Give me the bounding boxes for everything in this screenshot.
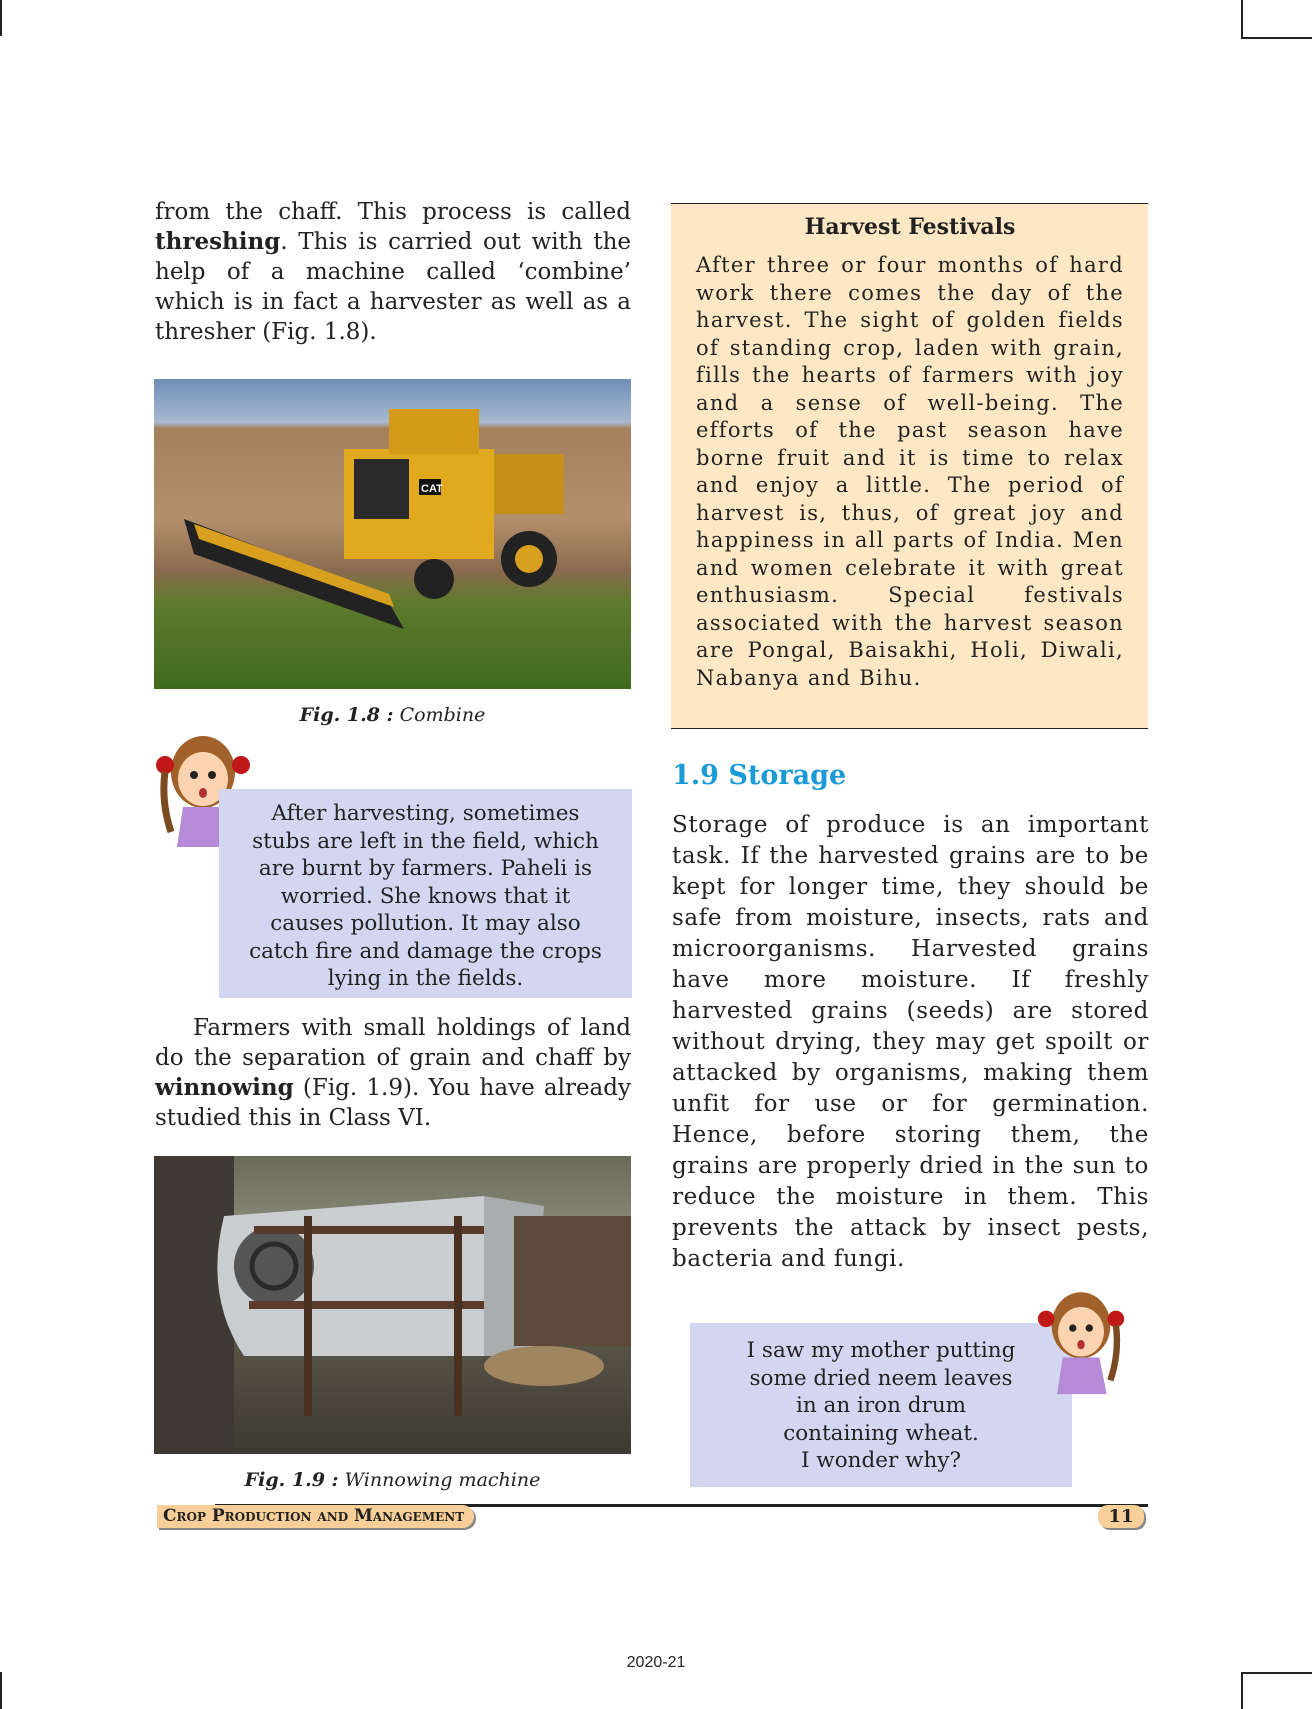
page-number: 11 xyxy=(1108,1506,1134,1527)
footer-page-tab xyxy=(1098,1505,1144,1528)
crop-mark-top-right-h xyxy=(1241,37,1312,39)
storage-paragraph: Storage of produce is an important task. If the harvested grains are to be kept for longer time, they should be safe from moisture, insects, rats and microorganisms. Harvested grains have more moisture. If freshly harvested grains (seeds) are stored without drying, they may get spoilt or attacked by organisms, making them unfit for use or for germination. Hence, before storing them, the grains are properly dried in the sun to reduce the moisture in them. This prevents the attack by insect pests, bacteria and fungi. xyxy=(672,812,1149,1272)
figure-1-8-caption xyxy=(154,704,631,726)
combine-harvester-photo xyxy=(154,379,631,689)
footer-chapter-tab xyxy=(157,1505,474,1528)
paheli-question-box xyxy=(690,1323,1072,1487)
harvest-festivals-box xyxy=(671,203,1148,729)
intro-text: from the chaff. This process is called xyxy=(155,199,631,225)
term-threshing: threshing xyxy=(155,228,281,255)
combine-icon xyxy=(154,379,631,689)
figure-label: Fig. 1.9 : xyxy=(244,1469,339,1491)
crop-mark-bottom-right-v xyxy=(1241,1672,1243,1709)
winnowing-machine-photo xyxy=(154,1156,631,1454)
crop-mark-top-right-v xyxy=(1241,0,1243,38)
figure-label: Fig. 1.8 : xyxy=(299,704,394,726)
paheli-character-icon xyxy=(1033,1284,1129,1396)
figure-title: Combine xyxy=(399,704,486,726)
footer-chapter-title: Crop Production and Management xyxy=(163,1506,465,1526)
figure-1-9-caption xyxy=(154,1469,631,1491)
question-line: in an iron drum xyxy=(795,1393,967,1418)
cat-logo: CAT xyxy=(421,483,443,495)
question-line: I wonder why? xyxy=(800,1448,962,1473)
winnowing-text-cont: (Fig. 1.9). You have already studied this in Class VI. xyxy=(155,1075,631,1131)
harvest-festivals-text: After three or four months of hard work there comes the day of the harvest. The sight of golden fields of standing crop, laden with grain, fills the hearts of farmers with joy and a sense of well-being. The efforts of the past season have borne fruit and it is time to relax and enjoy a little. The period of harvest is, thus, of great joy and happiness in all parts of India. Men and women celebrate it with great enthusiasm. Special festivals associated with the harvest season are Pongal, Baisakhi, Holi, Diwali, Nabanya and Bihu. xyxy=(696,253,1124,690)
question-line: containing wheat. xyxy=(783,1420,979,1446)
section-heading-storage: 1.9 Storage xyxy=(672,760,847,791)
paheli-note-text: After harvesting, sometimes stubs are left in the field, which are burnt by farmers. Paheli is worried. She knows that it causes pollution. It may also catch fire and damage the crops lying in the fields. xyxy=(249,801,602,991)
crop-mark-bottom-right-h xyxy=(1241,1672,1312,1674)
term-winnowing: winnowing xyxy=(155,1074,294,1101)
winnowing-paragraph xyxy=(155,1013,631,1133)
footer-year: 2020-21 xyxy=(626,1654,686,1671)
crop-mark-bottom-left xyxy=(0,1672,2,1709)
crop-mark-top-left xyxy=(0,0,2,36)
intro-paragraph xyxy=(155,197,631,347)
harvest-festivals-title: Harvest Festivals xyxy=(804,214,1016,240)
question-line: some dried neem leaves xyxy=(749,1365,1013,1391)
question-line: I saw my mother putting xyxy=(746,1338,1016,1363)
figure-title: Winnowing machine xyxy=(344,1469,541,1491)
paheli-note-box xyxy=(219,789,632,998)
winnowing-text: Farmers with small holdings of land do the separation of grain and chaff by xyxy=(155,1015,631,1071)
winnowing-machine-icon xyxy=(154,1156,631,1454)
intro-text-cont: . This is carried out with the help of a machine called ‘combine’ which is in fact a harvester as well as a thresher (Fig. 1.8). xyxy=(155,229,631,345)
